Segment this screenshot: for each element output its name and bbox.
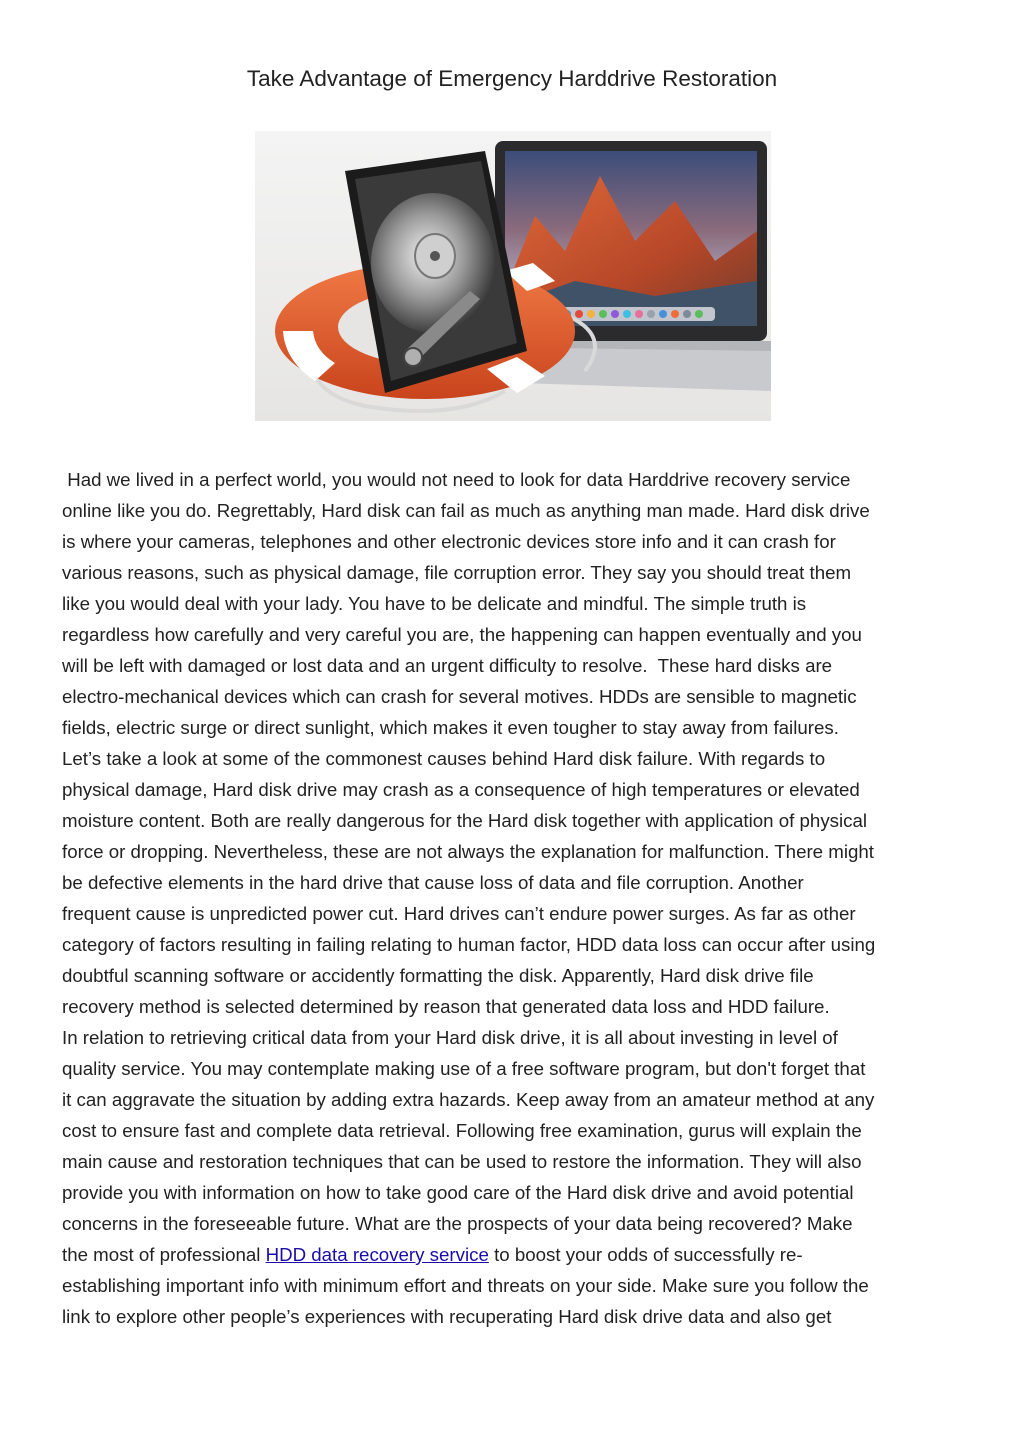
paragraph-line: quality service. You may contemplate making use of a free software program, but don't forget that: [62, 1058, 866, 1079]
paragraph-line: force or dropping. Nevertheless, these are not always the explanation for malfunction. There might: [62, 841, 874, 862]
paragraph-line: Had we lived in a perfect world, you would not need to look for data Harddrive recovery service: [62, 469, 851, 490]
paragraph-line: category of factors resulting in failing relating to human factor, HDD data loss can occur after using: [62, 934, 876, 955]
paragraph-line: concerns in the foreseeable future. What are the prospects of your data being recovered? Make: [62, 1213, 853, 1234]
paragraph-line: moisture content. Both are really dangerous for the Hard disk together with application of physical: [62, 810, 868, 831]
paragraph-line: fields, electric surge or direct sunlight, which makes it even tougher to stay away from failures.: [62, 717, 839, 738]
link-line-prefix: the most of professional: [62, 1244, 266, 1265]
article-body: [62, 464, 972, 1332]
page-title: Take Advantage of Emergency Harddrive Restoration: [246, 66, 778, 91]
paragraph-line: like you would deal with your lady. You have to be delicate and mindful. The simple truth is: [62, 593, 807, 614]
hdd-recovery-service-link[interactable]: HDD data recovery service: [265, 1244, 489, 1265]
paragraph-line: provide you with information on how to take good care of the Hard disk drive and avoid potential: [62, 1182, 854, 1203]
paragraph-line: various reasons, such as physical damage, file corruption error. They say you should treat them: [62, 562, 852, 583]
paragraph-line: establishing important info with minimum effort and threats on your side. Make sure you follow the: [62, 1275, 869, 1296]
paragraph-line: regardless how carefully and very careful you are, the happening can happen eventually and you: [62, 624, 862, 645]
paragraph-line: is where your cameras, telephones and other electronic devices store info and it can crash for: [62, 531, 836, 552]
paragraph-line: recovery method is selected determined by reason that generated data loss and HDD failure.: [62, 996, 830, 1017]
paragraph-line-with-link: [62, 1239, 972, 1270]
paragraph-line: doubtful scanning software or accidently formatting the disk. Apparently, Hard disk drive file: [62, 965, 814, 986]
link-line-suffix: to boost your odds of successfully re-: [488, 1244, 803, 1265]
paragraph-line: it can aggravate the situation by adding extra hazards. Keep away from an amateur method at any: [62, 1089, 875, 1110]
paragraph-line: In relation to retrieving critical data from your Hard disk drive, it is all about investing in level of: [62, 1027, 838, 1048]
paragraph-line: frequent cause is unpredicted power cut. Hard drives can’t endure power surges. As far as other: [62, 903, 856, 924]
paragraph-line: cost to ensure fast and complete data retrieval. Following free examination, gurus will explain the: [62, 1120, 862, 1141]
paragraph-line: main cause and restoration techniques that can be used to restore the information. They will also: [62, 1151, 862, 1172]
paragraph-line: online like you do. Regrettably, Hard disk can fail as much as anything man made. Hard disk drive: [62, 500, 870, 521]
paragraph-line: be defective elements in the hard drive that cause loss of data and file corruption. Another: [62, 872, 804, 893]
paragraph-line: electro-mechanical devices which can crash for several motives. HDDs are sensible to magnetic: [62, 686, 857, 707]
paragraph-line: Let’s take a look at some of the commonest causes behind Hard disk failure. With regards to: [62, 748, 826, 769]
paragraph-line: will be left with damaged or lost data and an urgent difficulty to resolve. These hard disks are: [62, 655, 833, 676]
paragraph-line: link to explore other people’s experiences with recuperating Hard disk drive data and also get: [62, 1306, 832, 1327]
paragraph-line: physical damage, Hard disk drive may crash as a consequence of high temperatures or elevated: [62, 779, 860, 800]
hero-image: [255, 131, 771, 421]
